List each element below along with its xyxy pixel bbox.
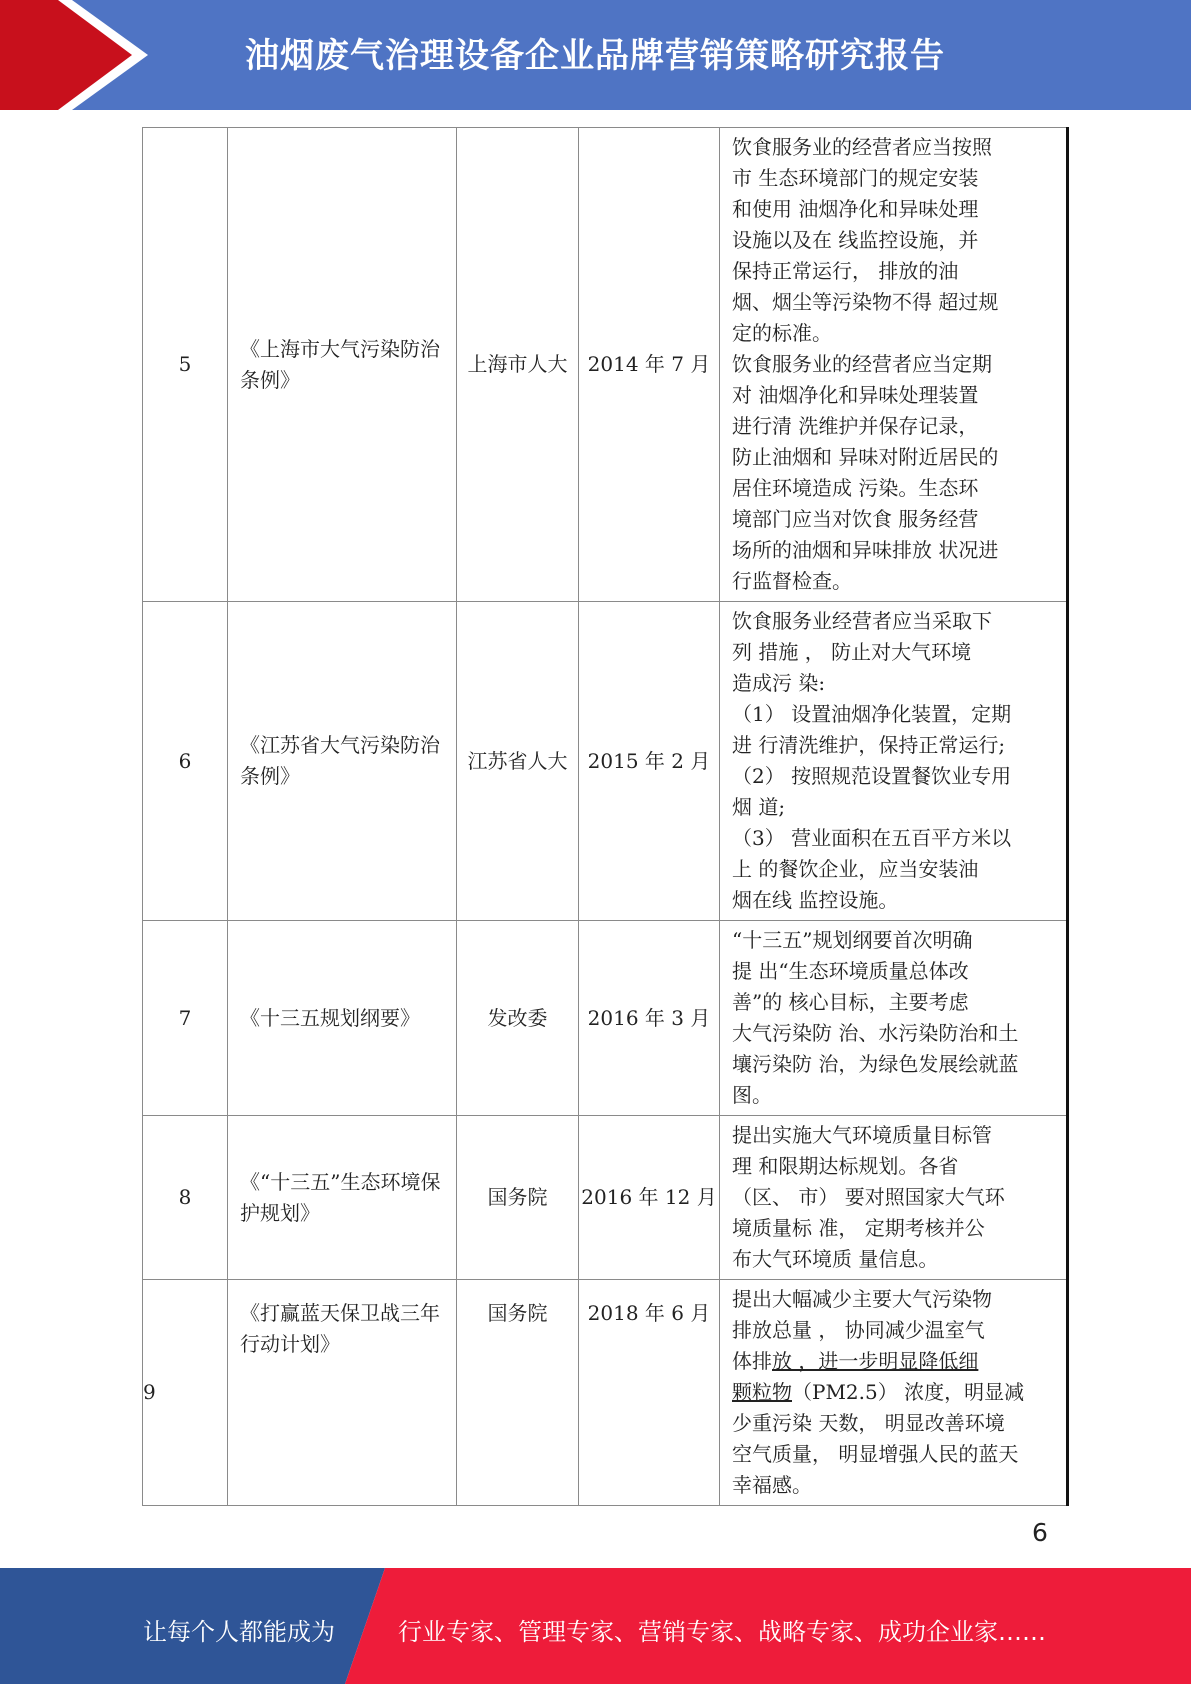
table-row <box>143 602 1068 921</box>
row-number: 7 <box>143 921 228 1116</box>
regulation-name: 《上海市大气污染防治条例》 <box>228 128 457 602</box>
footer-slogan-right: 行业专家、管理专家、营销专家、战略专家、成功企业家…… <box>398 1618 1046 1646</box>
regulation-name: 《打赢蓝天保卫战三年行动计划》 <box>228 1280 457 1506</box>
regulation-name: 《十三五规划纲要》 <box>228 921 457 1116</box>
page-footer <box>0 1568 1191 1684</box>
issue-date: 2015 年 2 月 <box>579 602 720 921</box>
regulation-content: 饮食服务业经营者应当采取下 列 措施 ， 防止对大气环境 造成污 染: （1） 设置油烟净化装置，定期 进 行清洗维护，保持正常运行; （2） 按照规范设置餐饮业专用 烟 道; （3） 营业面积在五百平方米以 上 的餐饮企业，应当安装油 烟在线 监控设施。 <box>720 602 1068 921</box>
page-header <box>0 0 1191 110</box>
table-row <box>143 128 1068 602</box>
row-number: 5 <box>143 128 228 602</box>
header-arrow-icon <box>0 0 160 110</box>
table-row <box>143 921 1068 1116</box>
regulation-content: 提出大幅减少主要大气污染物 排放总量 ， 协同减少温室气 体排放 ，进一步明显降低细 颗粒物（PM2.5） 浓度，明显减 少重污染 天数， 明显改善环境 空气质量， 明显增强人民的蓝天 幸福感。 <box>720 1280 1068 1506</box>
issue-date: 2018 年 6 月 <box>579 1280 720 1506</box>
issuer: 国务院 <box>457 1116 579 1280</box>
issuer: 发改委 <box>457 921 579 1116</box>
row-number: 8 <box>143 1116 228 1280</box>
row-number: 6 <box>143 602 228 921</box>
regulation-name: 《“十三五”生态环境保护规划》 <box>228 1116 457 1280</box>
page-number: 6 <box>1032 1518 1048 1547</box>
regulations-table <box>142 127 1069 1506</box>
footer-slogan-left: 让每个人都能成为 <box>143 1618 335 1646</box>
issue-date: 2014 年 7 月 <box>579 128 720 602</box>
report-title: 油烟废气治理设备企业品牌营销策略研究报告 <box>245 36 945 76</box>
regulation-content: 提出实施大气环境质量目标管 理 和限期达标规划。各省 （区、 市） 要对照国家大气环 境质量标 准， 定期考核并公 布大气环境质 量信息。 <box>720 1116 1068 1280</box>
issuer: 上海市人大 <box>457 128 579 602</box>
regulation-content: 饮食服务业的经营者应当按照 市 生态环境部门的规定安装 和使用 油烟净化和异味处理 设施以及在 线监控设施，并 保持正常运行， 排放的油 烟、烟尘等污染物不得 超过规 定的标准。 饮食服务业的经营者应当定期 对 油烟净化和异味处理装置 进行清 洗维护并保存记录， 防止油烟和 异味对附近居民的 居住环境造成 污染。生态环 境部门应当对饮食 服务经营 场所的油烟和异味排放 状况进 行监督检查。 <box>720 128 1068 602</box>
issuer: 国务院 <box>457 1280 579 1506</box>
row-number: 9 <box>143 1280 228 1506</box>
issuer: 江苏省人大 <box>457 602 579 921</box>
table-row <box>143 1280 1068 1506</box>
regulation-content: “十三五”规划纲要首次明确 提 出“生态环境质量总体改 善”的 核心目标，主要考虑 大气污染防 治、水污染防治和土 壤污染防 治，为绿色发展绘就蓝 图。 <box>720 921 1068 1116</box>
issue-date: 2016 年 3 月 <box>579 921 720 1116</box>
issue-date: 2016 年 12 月 <box>579 1116 720 1280</box>
regulation-name: 《江苏省大气污染防治条例》 <box>228 602 457 921</box>
table-row <box>143 1116 1068 1280</box>
